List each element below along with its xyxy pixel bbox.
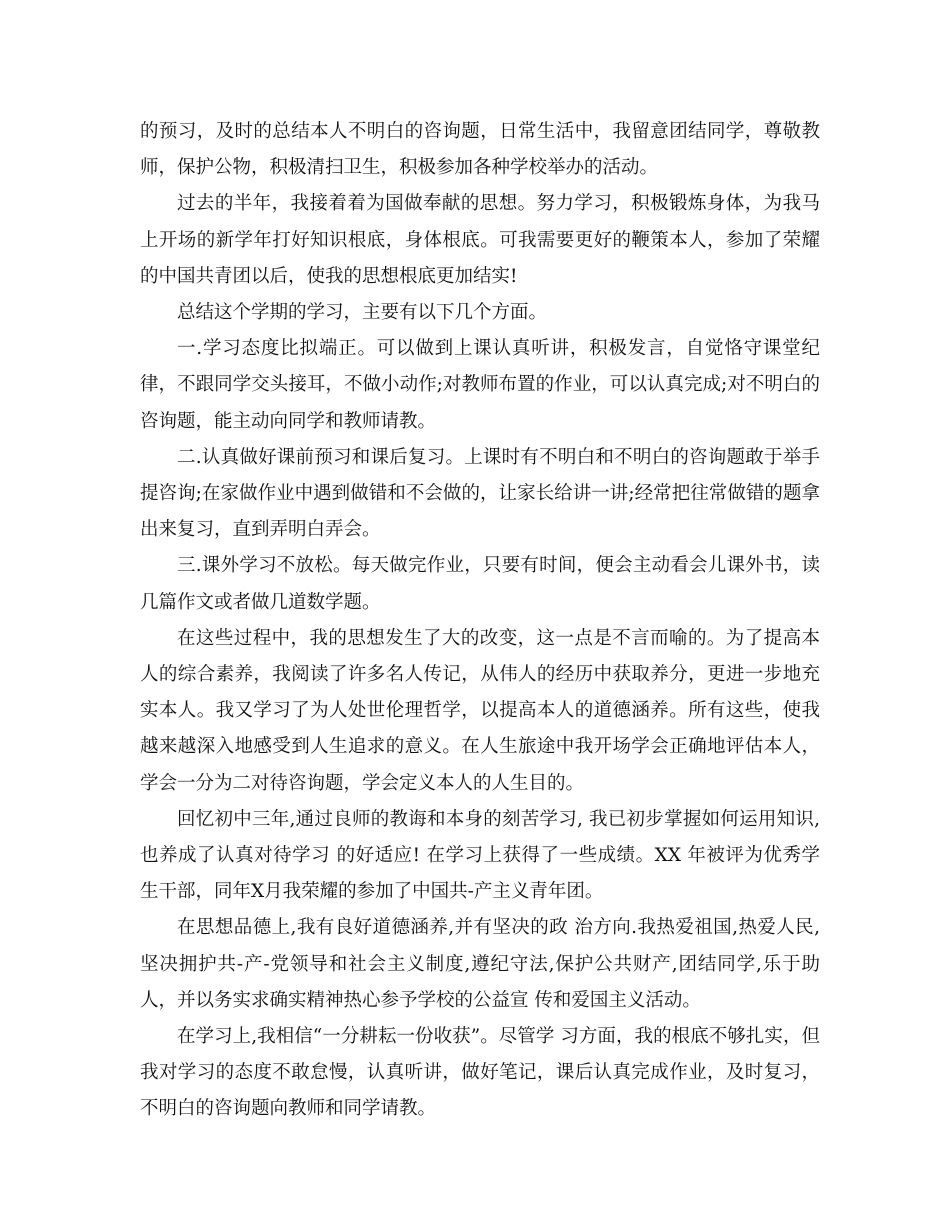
paragraph-point-one: 一.学习态度比拟端正。可以做到上课认真听讲，积极发言，自觉恪守课堂纪律，不跟同学交头接耳，不做小动作;对教师布置的作业，可以认真完成;对不明白的咨询题，能主动向同学和教师请教。 <box>140 338 820 432</box>
paragraph-summary-intro: 总结这个学期的学习，主要有以下几个方面。 <box>177 302 548 324</box>
paragraph-past-half-year: 过去的半年，我接着着为国做奉献的思想。努力学习，积极锻炼身体，为我马上开场的新学年打好知识根底，身体根底。可我需要更好的鞭策本人，参加了荣耀的中国共青团以后，使我的思想根底更加结实! <box>140 193 820 287</box>
paragraph-study-attitude: 在学习上,我相信“一分耕耘一份收获”。尽管学 习方面，我的根底不够扎实，但我对学习的态度不敢怠慢，认真听讲，做好笔记，课后认真完成作业，及时复习，不明白的咨询题向教师和同学请教。 <box>140 1026 820 1120</box>
paragraph-junior-high-review: 回忆初中三年,通过良师的教诲和本身的刻苦学习, 我已初步掌握如何运用知识,也养成了认真对待学习 的好适应! 在学习上获得了一些成绩。XX 年被评为优秀学生干部，同年X月我荣耀的参加了中国共-产主义青年团。 <box>140 808 820 903</box>
paragraph-continuation: 的预习，及时的总结本人不明白的咨询题，日常生活中，我留意团结同学，尊敬教师，保护公物，积极清扫卫生，积极参加各种学校举办的活动。 <box>140 121 820 179</box>
paragraph-moral-character: 在思想品德上,我有良好道德涵养,并有坚决的政 治方向.我热爱祖国,热爱人民,坚决拥护共-产-党领导和社会主义制度,遵纪守法,保护公共财产,团结同学,乐于助人，并以务实求确实精神热心参予学校的公益宣 传和爱国主义活动。 <box>140 917 820 1011</box>
paragraph-thought-change: 在这些过程中，我的思想发生了大的改变，这一点是不言而喻的。为了提高本人的综合素养，我阅读了许多名人传记，从伟人的经历中获取养分，更进一步地充实本人。我又学习了为人处世伦理哲学，以提高本人的道德涵养。所有这些，使我越来越深入地感受到人生追求的意义。在人生旅途中我开场学会正确地评估本人，学会一分为二对待咨询题，学会定义本人的人生目的。 <box>140 627 820 794</box>
document-body <box>140 114 820 1128</box>
paragraph-point-two: 二.认真做好课前预习和课后复习。上课时有不明白和不明白的咨询题敢于举手提咨询;在家做作业中遇到做错和不会做的，让家长给讲一讲;经常把往常做错的题拿出来复习，直到弄明白弄会。 <box>140 446 820 541</box>
paragraph-point-three: 三.课外学习不放松。每天做完作业，只要有时间，便会主动看会儿课外书，读几篇作文或者做几道数学题。 <box>140 555 820 613</box>
